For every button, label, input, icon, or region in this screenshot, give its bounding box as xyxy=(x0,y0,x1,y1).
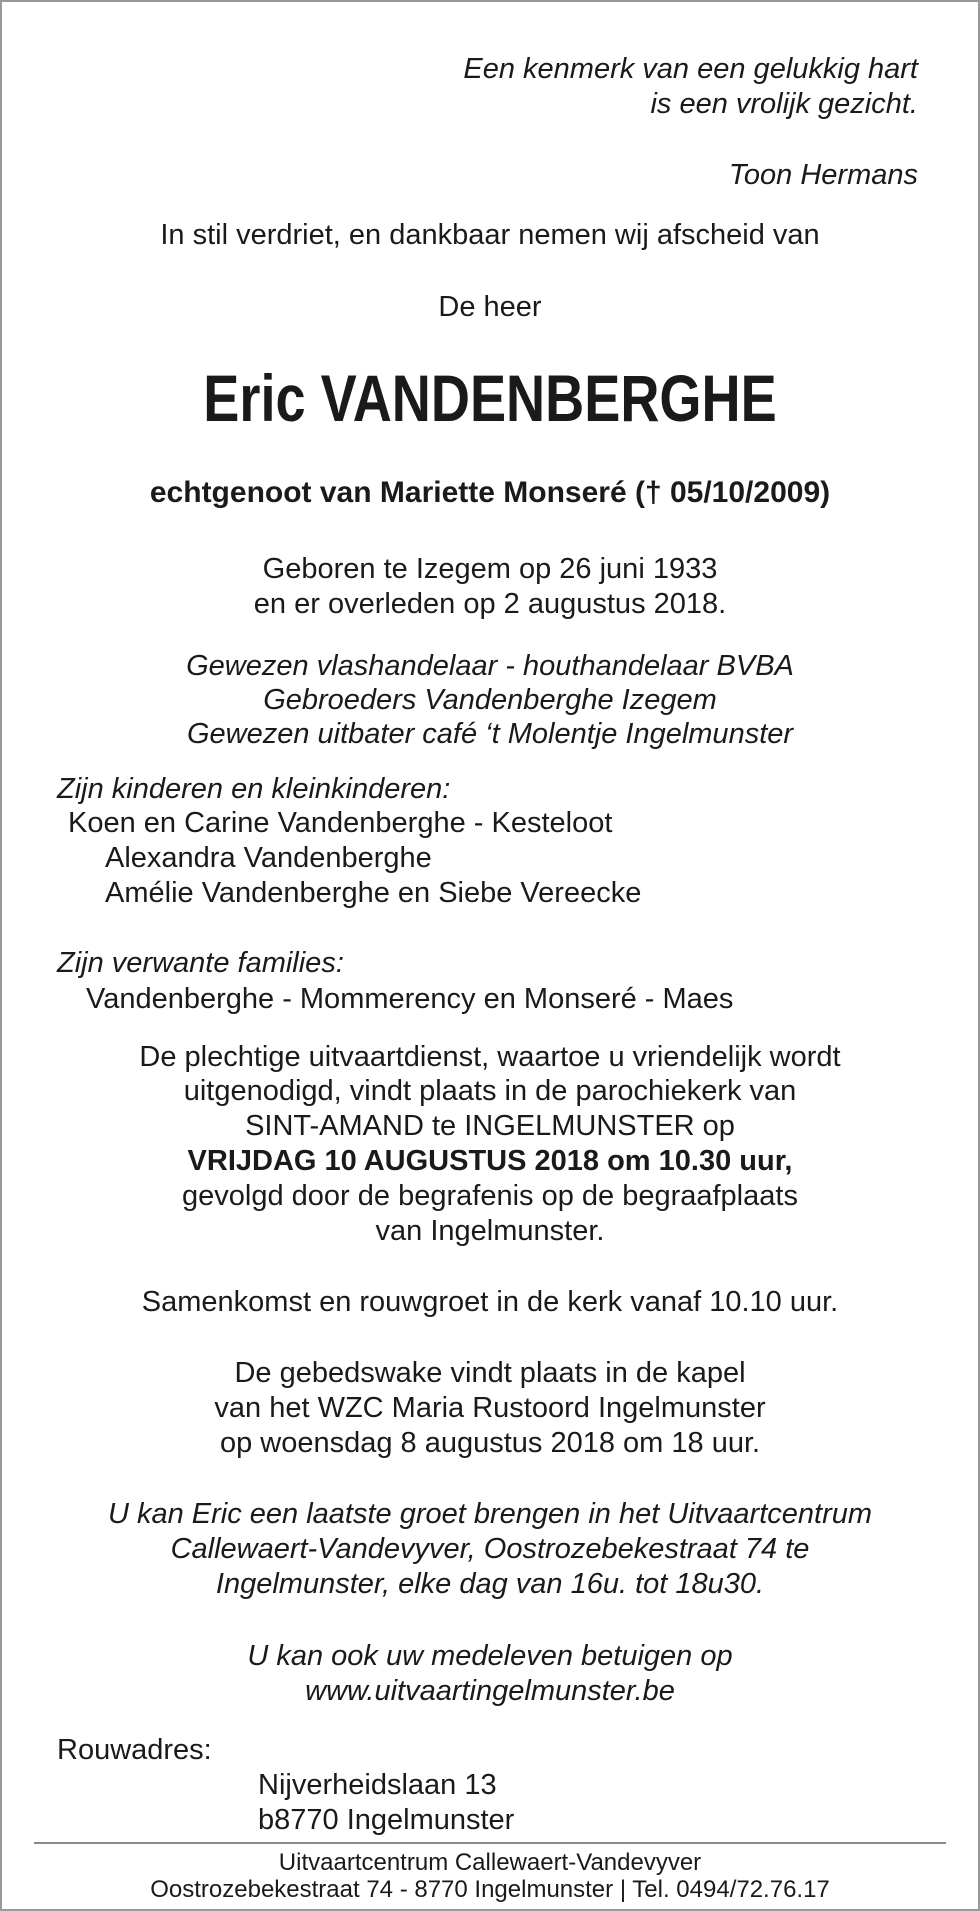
quote-line-2: is een vrolijk gezicht. xyxy=(650,88,918,120)
farewell-line-3: Ingelmunster, elke dag van 16u. tot 18u30. xyxy=(215,1568,765,1600)
farewell-line-1: U kan Eric een laatste groet brengen in het Uitvaartcentrum xyxy=(107,1498,873,1530)
condolence-website: www.uitvaartingelmunster.be xyxy=(305,1675,675,1707)
salutation: De heer xyxy=(438,291,542,323)
service-line-6: van Ingelmunster. xyxy=(375,1215,605,1247)
service-line-5: gevolgd door de begrafenis op de begraafplaats xyxy=(182,1180,798,1212)
families-heading: Zijn verwante families: xyxy=(57,947,344,979)
families-line-1: Vandenberghe - Mommerency en Monseré - Maes xyxy=(86,983,734,1015)
footer-company: Uitvaartcentrum Callewaert-Vandevyver xyxy=(278,1849,702,1876)
birth-line-1: Geboren te Izegem op 26 juni 1933 xyxy=(262,553,718,585)
quote-author: Toon Hermans xyxy=(728,159,918,191)
career-line-1: Gewezen vlashandelaar - houthandelaar BVBA xyxy=(186,650,794,682)
service-date: VRIJDAG 10 AUGUSTUS 2018 om 10.30 uur, xyxy=(187,1145,793,1177)
footer-divider xyxy=(34,1842,946,1844)
children-heading: Zijn kinderen en kleinkinderen: xyxy=(57,773,451,805)
children-line-2: Alexandra Vandenberghe xyxy=(105,842,432,874)
service-line-2: uitgenodigd, vindt plaats in de parochiekerk van xyxy=(183,1075,797,1107)
children-line-1: Koen en Carine Vandenberghe - Kesteloot xyxy=(68,807,613,839)
vigil-line-1: De gebedswake vindt plaats in de kapel xyxy=(234,1357,746,1389)
birth-line-2: en er overleden op 2 augustus 2018. xyxy=(253,588,727,620)
deceased-name: Eric VANDENBERGHE xyxy=(203,361,777,435)
condolence-line-1: U kan ook uw medeleven betuigen op xyxy=(247,1640,733,1672)
quote-line-1: Een kenmerk van een gelukkig hart xyxy=(463,53,918,85)
intro-text: In stil verdriet, en dankbaar nemen wij afscheid van xyxy=(160,219,820,251)
career-line-3: Gewezen uitbater café ‘t Molentje Ingelmunster xyxy=(186,718,794,750)
farewell-line-2: Callewaert-Vandevyver, Oostrozebekestraat 74 te xyxy=(170,1533,810,1565)
service-line-1: De plechtige uitvaartdienst, waartoe u vriendelijk wordt xyxy=(139,1041,841,1073)
footer-contact: Oostrozebekestraat 74 - 8770 Ingelmunster | Tel. 0494/72.76.17 xyxy=(150,1876,830,1903)
vigil-line-2: van het WZC Maria Rustoord Ingelmunster xyxy=(214,1392,766,1424)
gathering-text: Samenkomst en rouwgroet in de kerk vanaf 10.10 uur. xyxy=(141,1286,839,1318)
vigil-line-3: op woensdag 8 augustus 2018 om 18 uur. xyxy=(219,1427,761,1459)
address-street: Nijverheidslaan 13 xyxy=(258,1769,497,1801)
address-city: b8770 Ingelmunster xyxy=(258,1804,515,1836)
children-line-3: Amélie Vandenberghe en Siebe Vereecke xyxy=(105,877,642,909)
spouse-line: echtgenoot van Mariette Monseré († 05/10/2009) xyxy=(149,476,831,509)
career-line-2: Gebroeders Vandenberghe Izegem xyxy=(263,684,717,716)
service-line-3: SINT-AMAND te INGELMUNSTER op xyxy=(245,1110,735,1142)
address-heading: Rouwadres: xyxy=(57,1734,212,1766)
